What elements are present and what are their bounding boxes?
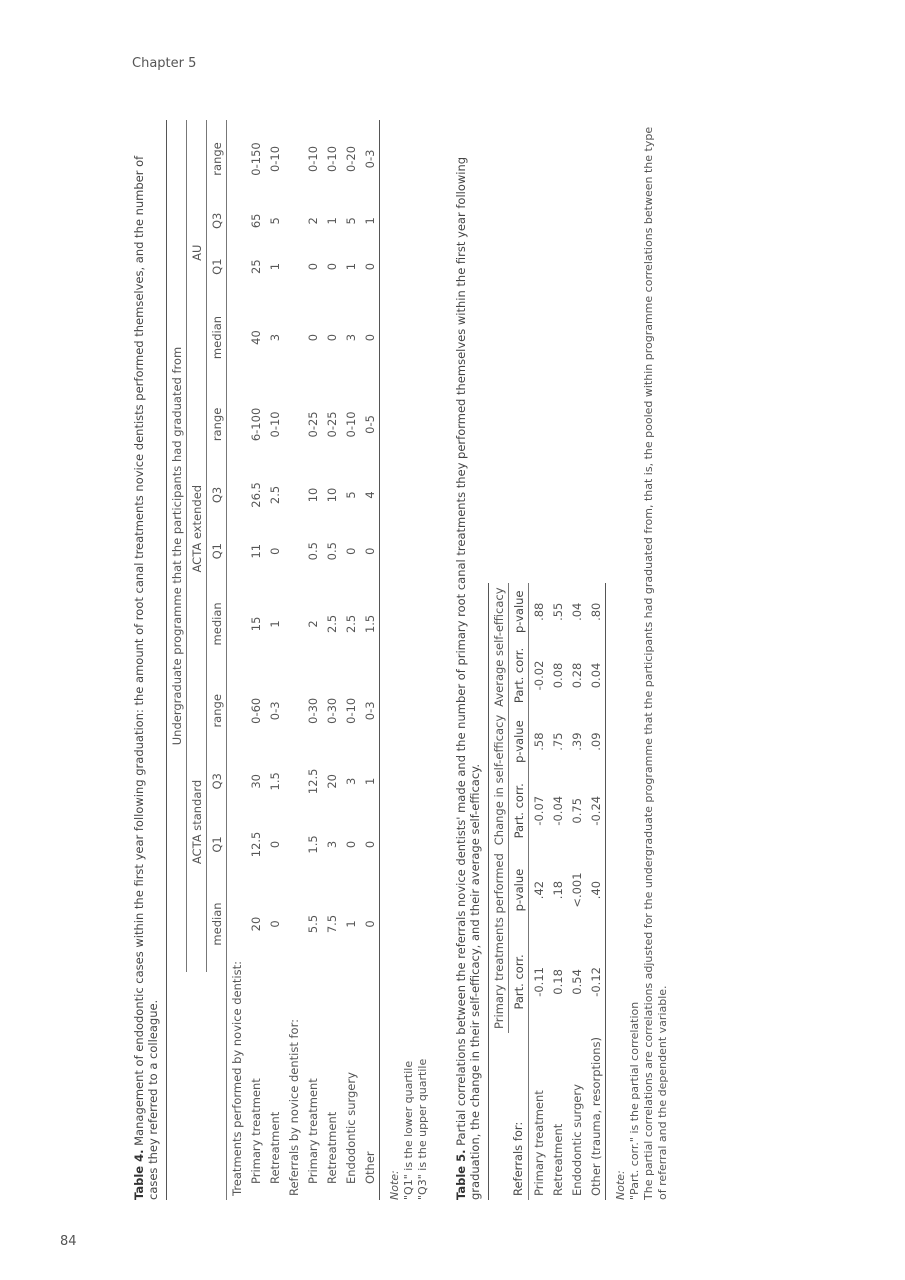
table5-note-label: Note: <box>614 1170 627 1200</box>
table-cell: 0 <box>305 333 320 342</box>
table4-note-label: Note: <box>388 1170 401 1200</box>
col-q1: Q1 <box>207 813 227 876</box>
table-cell: 0 <box>362 547 377 555</box>
row-label: Retreatment <box>550 1123 565 1196</box>
table-cell: 0 <box>267 547 282 555</box>
col-p-value: p-value <box>509 849 529 931</box>
table-cell: 0.18 <box>550 969 565 995</box>
col-q3: Q3 <box>207 463 227 526</box>
table-cell: 0.08 <box>550 662 565 689</box>
table-cell: 30 <box>248 774 263 789</box>
table5-caption <box>454 120 482 1200</box>
table-cell: 2.5 <box>324 614 339 634</box>
table-cell: 5 <box>343 491 358 499</box>
table5-group-primary: Primary treatments performed <box>489 849 509 1033</box>
row-label: Endodontic surgery <box>569 1084 584 1196</box>
table-cell: 12.5 <box>305 768 320 795</box>
table-cell: 2 <box>305 620 320 628</box>
row-label: Other (trauma, resorptions) <box>588 1036 603 1196</box>
table-cell: -0.04 <box>550 795 565 826</box>
row-label: Retreatment <box>267 1111 282 1184</box>
table-row <box>567 583 586 1200</box>
table-cell: 10 <box>305 487 320 503</box>
table5-note-partcorr: "Part. corr." is the partial correlation <box>628 1001 641 1200</box>
table4-spanner: Undergraduate programme that the participants had graduated from <box>167 120 187 972</box>
table4-caption-label: Table 4. <box>132 1149 146 1200</box>
table4-group-au: AU <box>187 120 207 386</box>
table-cell: 2.5 <box>267 485 282 505</box>
table-row <box>360 120 380 1200</box>
col-range: range <box>207 386 227 464</box>
table-row <box>303 120 322 1200</box>
table-cell: 0.54 <box>569 969 584 995</box>
table-cell: 1 <box>362 777 377 785</box>
col-range: range <box>207 120 227 198</box>
table-cell: 1 <box>267 262 282 271</box>
table-cell: .88 <box>531 602 546 621</box>
table-cell: 0 <box>362 262 377 271</box>
row-label: Primary treatment <box>248 1078 263 1184</box>
table-cell: 0-10 <box>343 697 358 724</box>
table-cell: 0.04 <box>588 662 603 689</box>
col-q1: Q1 <box>207 527 227 576</box>
table-cell: 0-3 <box>362 701 377 721</box>
table-cell: -0.02 <box>531 660 546 691</box>
row-label: Other <box>362 1151 377 1184</box>
table-cell: 0 <box>343 547 358 555</box>
table-cell: <.001 <box>569 872 584 908</box>
col-range: range <box>207 672 227 750</box>
table-cell: .40 <box>588 880 603 900</box>
table-cell: 0.5 <box>305 542 320 561</box>
table-cell: 5.5 <box>305 914 320 934</box>
table-cell: 0-3 <box>267 701 282 721</box>
table-cell: 25 <box>248 259 263 274</box>
row-label: Primary treatment <box>305 1078 320 1184</box>
table-cell: 0 <box>324 262 339 271</box>
table-cell: 1.5 <box>267 772 282 791</box>
table-cell: 0-60 <box>248 697 263 724</box>
table-cell: 5 <box>343 217 358 225</box>
col-q3: Q3 <box>207 750 227 813</box>
col-median: median <box>207 290 227 386</box>
table4-section-performed: Treatments performed by novice dentist: <box>229 961 244 1196</box>
table-cell: 4 <box>362 491 377 499</box>
table-cell: 0-5 <box>362 415 377 434</box>
table-cell: 0 <box>343 840 358 849</box>
table-cell: .80 <box>588 602 603 621</box>
table-cell: .09 <box>588 732 603 751</box>
table-cell: 0-150 <box>248 142 263 176</box>
table-cell: .04 <box>569 602 584 621</box>
table-row <box>265 120 284 1200</box>
table5-caption-text: Partial correlations between the referrals novice dentists' made and the number of primary root canal treatments they performed themselves within the first year following graduation, the change in their self-efficacy, and their average self-efficacy. <box>454 156 482 1200</box>
table-cell: 11 <box>248 543 263 559</box>
table-row <box>246 120 265 1200</box>
table-cell: 0.28 <box>569 662 584 689</box>
col-part-corr: Part. corr. <box>509 931 529 1033</box>
table-cell: .42 <box>531 880 546 900</box>
table-cell: 0-3 <box>362 149 377 169</box>
col-part-corr: Part. corr. <box>509 640 529 711</box>
table-cell: 0-10 <box>343 411 358 438</box>
table-cell: 1.5 <box>362 614 377 634</box>
table4-note-q3: "Q3" is the upper quartile <box>416 1058 429 1200</box>
table-cell: 10 <box>324 487 339 503</box>
table-cell: 1 <box>324 217 339 225</box>
table-cell: 65 <box>248 213 263 229</box>
table4-group-acta-standard: ACTA standard <box>187 672 207 972</box>
table-row <box>586 583 606 1200</box>
table-cell: .39 <box>569 732 584 751</box>
table-cell: .55 <box>550 602 565 621</box>
row-label: Primary treatment <box>531 1090 546 1196</box>
table-cell: 0-10 <box>305 145 320 173</box>
chapter-header: Chapter 5 <box>132 56 197 71</box>
rotated-content <box>132 120 772 1200</box>
table4-group-acta-extended: ACTA extended <box>187 386 207 672</box>
table-cell: 0 <box>362 920 377 928</box>
table-cell: 40 <box>248 330 263 345</box>
table4-note <box>388 120 430 1200</box>
table4-section-referrals: Referrals by novice dentist for: <box>286 1019 301 1196</box>
table5-caption-label: Table 5. <box>454 1149 468 1200</box>
table-cell: .75 <box>550 732 565 751</box>
table-cell: 3 <box>343 777 358 785</box>
table-cell: 0.5 <box>324 542 339 561</box>
table-cell: 1 <box>343 262 358 271</box>
table-cell: 0-10 <box>267 145 282 173</box>
table5-row-header: Referrals for: <box>509 1033 529 1200</box>
table4 <box>166 120 380 1200</box>
table-cell: 2.5 <box>343 614 358 634</box>
table-cell: 5 <box>267 217 282 225</box>
table-cell: -0.07 <box>531 795 546 826</box>
table-cell: 0 <box>267 920 282 928</box>
table-cell: 20 <box>248 916 263 932</box>
table-cell: -0.11 <box>531 967 546 997</box>
table-cell: 0-30 <box>305 697 320 724</box>
table-cell: 0 <box>362 333 377 342</box>
table-cell: -0.12 <box>588 967 603 997</box>
table-cell: 0.75 <box>569 797 584 824</box>
table5-note <box>614 120 670 1200</box>
col-q1: Q1 <box>207 244 227 290</box>
table-cell: 3 <box>324 840 339 849</box>
table4-caption-text: Management of endodontic cases within the first year following graduation: the amount of root canal treatments novice dentists performed themselves, and the number of cases they referred to a colleague. <box>132 155 160 1200</box>
table-cell: 12.5 <box>248 831 263 858</box>
table5 <box>488 583 606 1200</box>
col-q3: Q3 <box>207 198 227 244</box>
table-cell: 0-30 <box>324 697 339 724</box>
table-cell: 2 <box>305 217 320 225</box>
col-median: median <box>207 876 227 972</box>
table-cell: 6-100 <box>248 407 263 442</box>
table-cell: 1 <box>362 217 377 225</box>
table-row <box>341 120 360 1200</box>
table-cell: 1 <box>343 920 358 928</box>
table-cell: .58 <box>531 732 546 751</box>
table-cell: 3 <box>343 333 358 342</box>
table-row <box>548 583 567 1200</box>
col-p-value: p-value <box>509 711 529 772</box>
table5-group-change: Change in self-efficacy <box>489 711 509 849</box>
table-cell: .18 <box>550 880 565 900</box>
row-label: Retreatment <box>324 1111 339 1184</box>
table-cell: 0-10 <box>267 411 282 438</box>
table-cell: 7.5 <box>324 914 339 934</box>
table5-note-explanation: The partial correlations are correlations adjusted for the undergraduate programme that the participants had graduated from, that is, the pooled within programme correlations between the type of referral and the dependent variable. <box>642 126 669 1200</box>
table-cell: 0-25 <box>305 411 320 438</box>
table-cell: 26.5 <box>248 482 263 508</box>
table-row <box>322 120 341 1200</box>
table-cell: 15 <box>248 616 263 632</box>
col-median: median <box>207 576 227 672</box>
table-cell: 0-25 <box>324 411 339 438</box>
table-cell: 0 <box>362 840 377 849</box>
table5-group-average: Average self-efficacy <box>489 583 509 710</box>
table-cell: 0-20 <box>343 145 358 173</box>
row-label: Endodontic surgery <box>343 1072 358 1184</box>
table-cell: 20 <box>324 774 339 789</box>
table-cell: 3 <box>267 333 282 342</box>
page-number: 84 <box>60 1234 77 1249</box>
table-cell: 0-10 <box>324 145 339 173</box>
table-cell: 1 <box>267 620 282 628</box>
table-cell: 0 <box>324 333 339 342</box>
table4-note-q1: "Q1" is the lower quartile <box>402 1060 415 1200</box>
table-cell: 1.5 <box>305 835 320 854</box>
table-row <box>529 583 549 1200</box>
table-cell: 0 <box>267 840 282 849</box>
table-cell: -0.24 <box>588 795 603 826</box>
table-cell: 0 <box>305 262 320 271</box>
table4-caption <box>132 120 160 1200</box>
col-p-value: p-value <box>509 583 529 640</box>
col-part-corr: Part. corr. <box>509 772 529 849</box>
